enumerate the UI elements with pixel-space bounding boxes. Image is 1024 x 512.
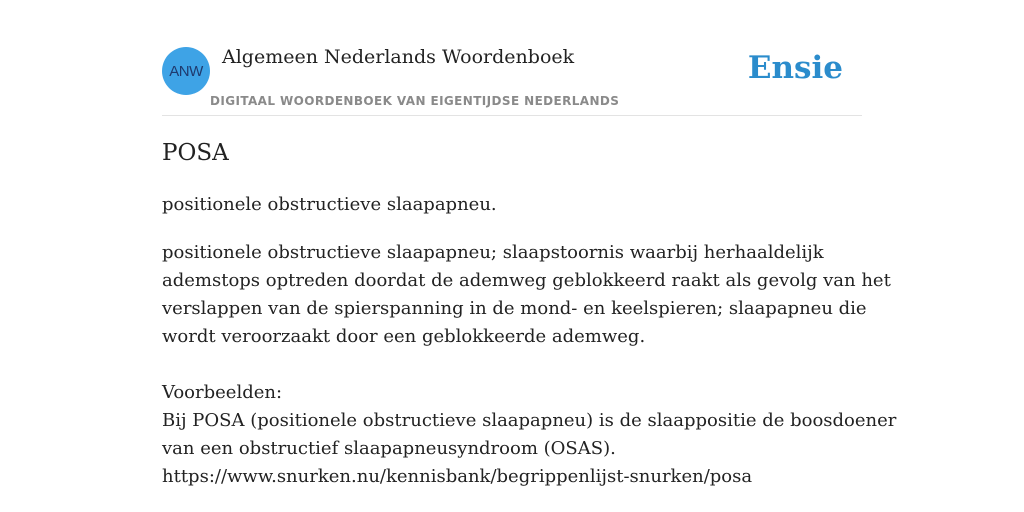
- site-title[interactable]: Algemeen Nederlands Woordenboek: [222, 46, 575, 68]
- entry-body: [162, 239, 897, 491]
- entry-headword: POSA: [162, 140, 229, 166]
- anw-logo[interactable]: [162, 47, 210, 95]
- example-line: van een obstructief slaapapneusyndroom (OSAS).: [162, 438, 616, 459]
- blank-line: [162, 351, 862, 379]
- examples-heading: Voorbeelden:: [162, 382, 283, 403]
- ensie-brand-logo[interactable]: Ensie: [747, 50, 843, 86]
- logo-text: ANW: [169, 62, 203, 80]
- source-url: https://www.snurken.nu/kennisbank/begrippenlijst-snurken/posa: [162, 466, 753, 487]
- short-definition: positionele obstructieve slaapapneu.: [162, 194, 497, 215]
- definition-line: wordt veroorzaakt door een geblokkeerde ademweg.: [162, 326, 646, 347]
- site-subtitle: DIGITAAL WOORDENBOEK VAN EIGENTIJDSE NEDERLANDS: [210, 94, 620, 108]
- definition-line: ademstops optreden doordat de ademweg geblokkeerd raakt als gevolg van het: [162, 270, 891, 291]
- definition-line: positionele obstructieve slaapapneu; slaapstoornis waarbij herhaaldelijk: [162, 242, 824, 263]
- definition-line: verslappen van de spierspanning in de mond- en keelspieren; slaapapneu die: [162, 298, 867, 319]
- example-line: Bij POSA (positionele obstructieve slaapapneu) is de slaappositie de boosdoener: [162, 410, 897, 431]
- header-divider: [162, 115, 862, 116]
